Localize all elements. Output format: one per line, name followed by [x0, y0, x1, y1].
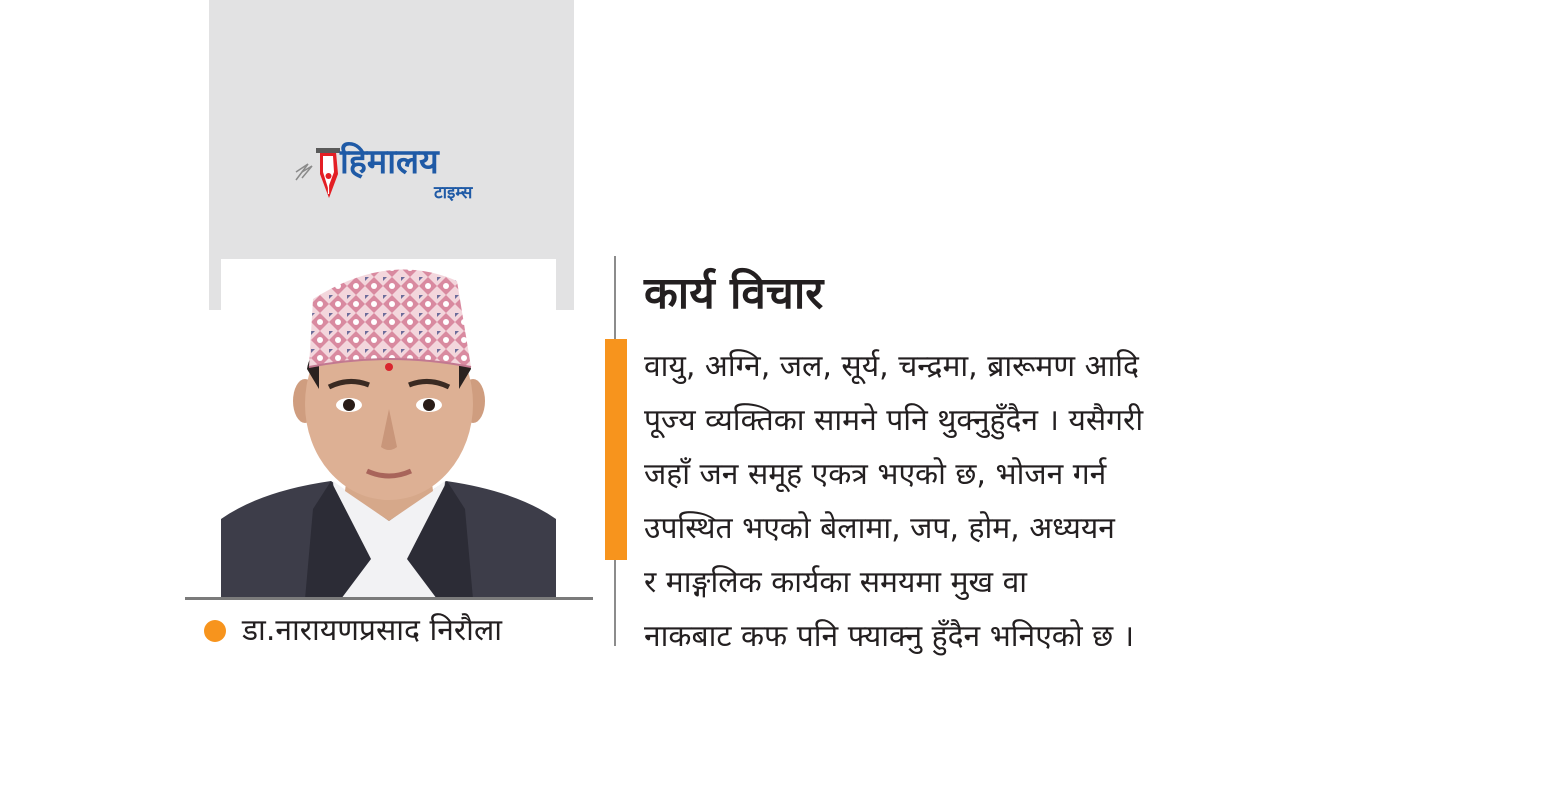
body-line-6: नाकबाट कफ पनि फ्याक्नु हुँदैन भनिएको छ । — [644, 619, 1135, 654]
article-body — [644, 340, 1244, 664]
body-line-2: पूज्य व्यक्तिका सामने पनि थुक्नुहुँदैन । यसैगरी — [644, 403, 1144, 438]
himalaya-times-logo — [294, 142, 504, 212]
author-name: डा.नारायणप्रसाद निरौला — [242, 613, 503, 648]
article-headline: कार्य विचार — [644, 268, 824, 319]
body-line-3: जहाँ जन समूह एकत्र भएको छ, भोजन गर्न — [644, 457, 1107, 492]
logo-subtitle: टाइम्स — [434, 183, 473, 203]
author-portrait-image — [221, 259, 556, 599]
body-line-4: उपस्थित भएको बेलामा, जप, होम, अध्ययन — [644, 511, 1115, 546]
caption-divider — [185, 597, 593, 600]
body-line-5: र माङ्गलिक कार्यका समयमा मुख वा — [644, 565, 1028, 600]
accent-bar — [605, 339, 627, 560]
body-line-1: वायु, अग्नि, जल, सूर्य, चन्द्रमा, ब्रारूमण आदि — [644, 349, 1139, 384]
author-bullet-icon — [204, 620, 226, 642]
fountain-pen-nib-icon — [294, 146, 346, 206]
logo-wordmark: हिमालय — [340, 142, 439, 182]
author-photo — [221, 259, 556, 599]
